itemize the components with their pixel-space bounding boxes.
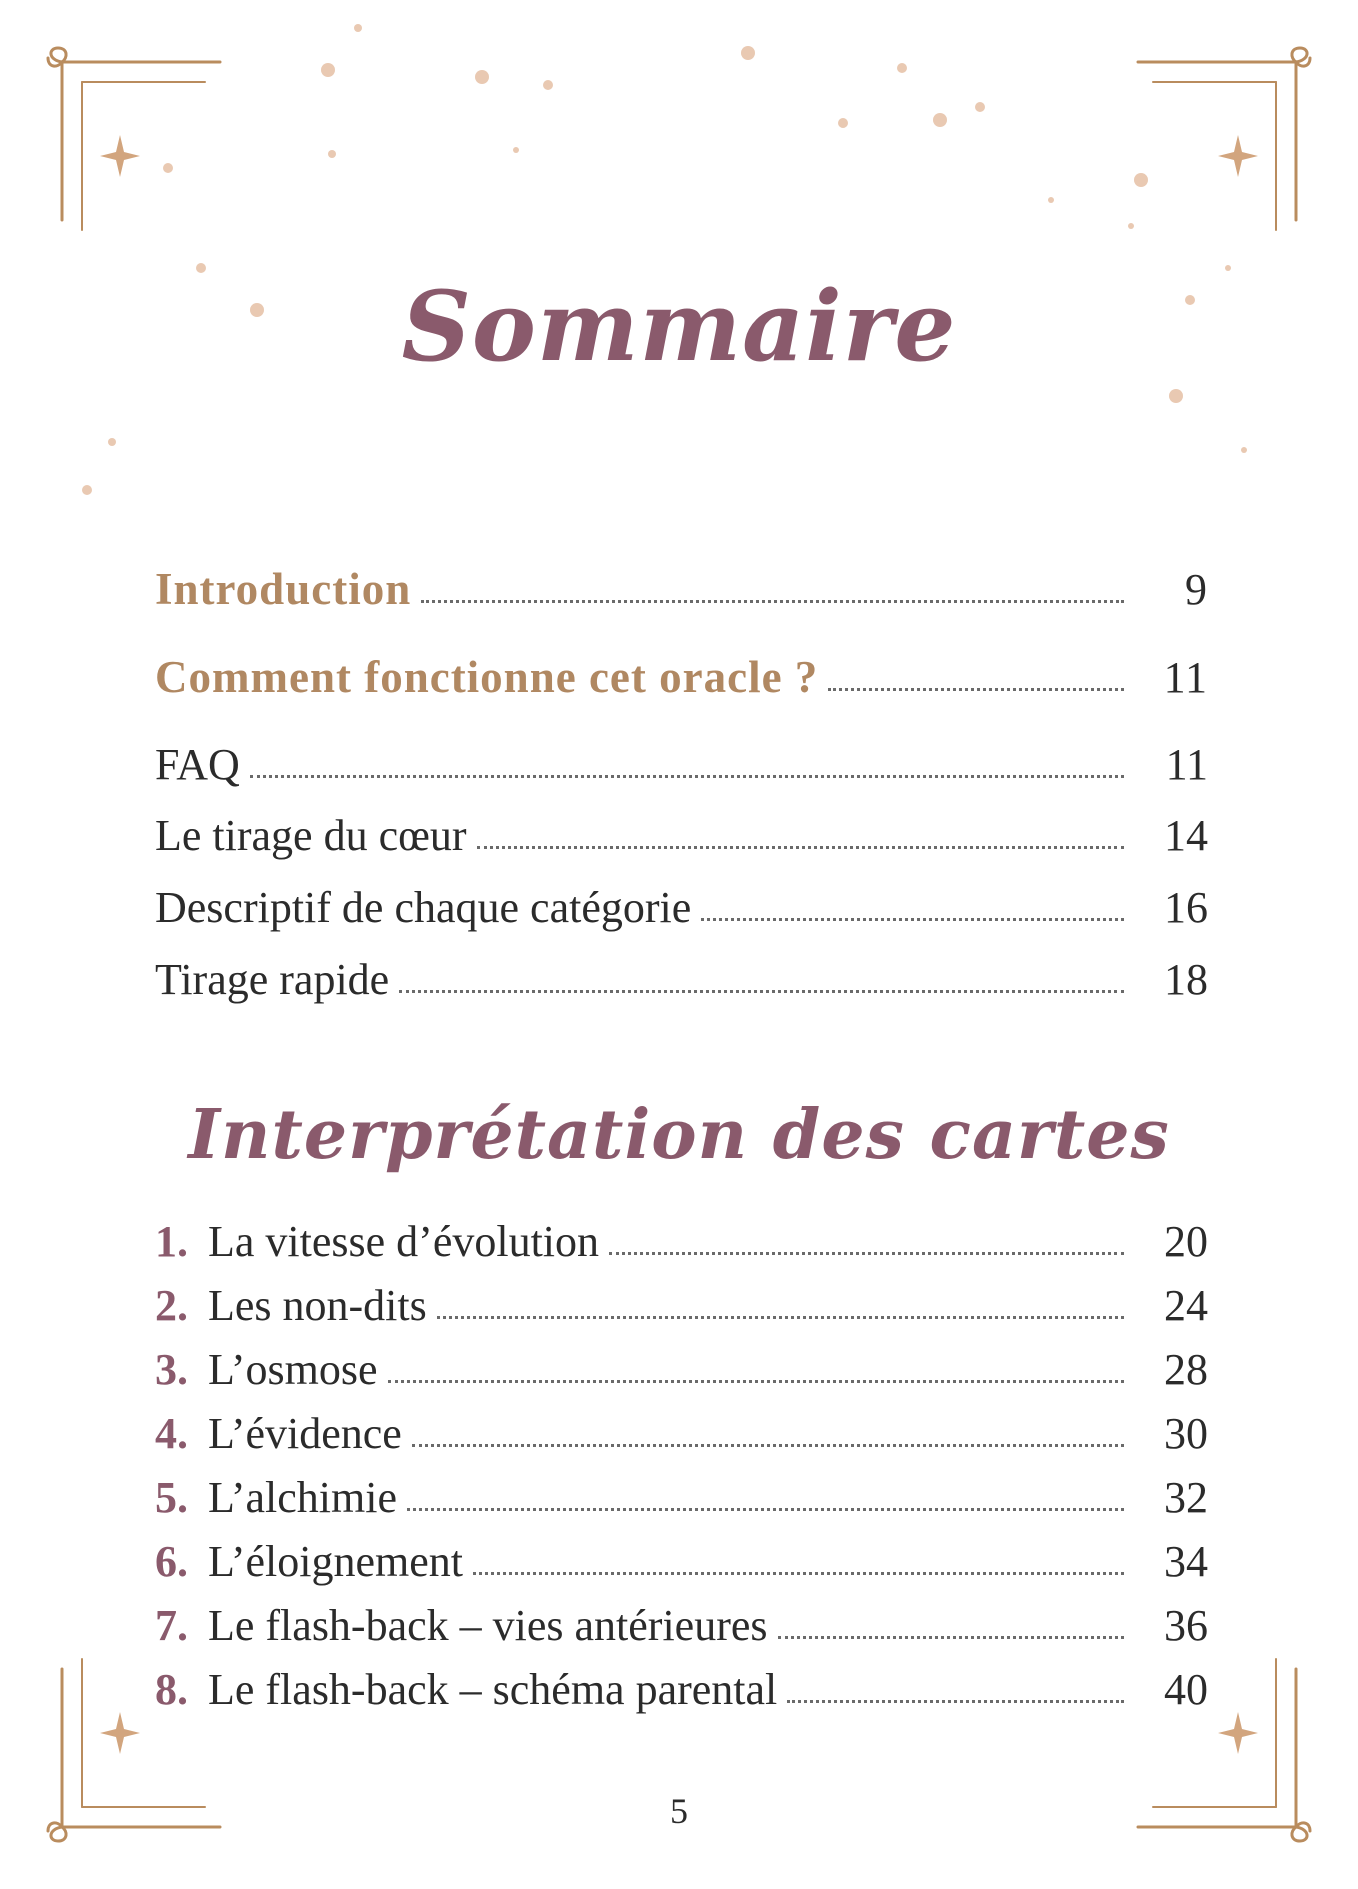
- dot-leader: [473, 1572, 1124, 1575]
- toc-entry-page: 9: [1185, 565, 1208, 614]
- toc-entry[interactable]: [155, 1399, 1208, 1459]
- toc-entry-label: Descriptif de chaque catégorie: [155, 883, 692, 932]
- card-number: 7.: [155, 1601, 188, 1650]
- toc-entry-label: Le tirage du cœur: [155, 811, 467, 860]
- dot-leader: [388, 1380, 1125, 1383]
- toc-entry-page: 16: [1164, 883, 1208, 932]
- toc-entry[interactable]: [155, 1335, 1208, 1395]
- toc-entry[interactable]: [155, 555, 1208, 615]
- toc-entry-label: Le flash-back – vies antérieures: [208, 1601, 768, 1650]
- toc-entry-label: Le flash-back – schéma parental: [208, 1665, 778, 1714]
- toc-entry-label: FAQ: [155, 740, 240, 789]
- toc-entry-label: Les non-dits: [208, 1281, 427, 1330]
- card-number: 3.: [155, 1345, 188, 1394]
- toc-entry-label: La vitesse d’évolution: [208, 1217, 600, 1266]
- card-number: 6.: [155, 1537, 188, 1586]
- toc-entry-page: 34: [1164, 1537, 1208, 1586]
- toc-entry[interactable]: [155, 643, 1208, 703]
- dot-leader: [477, 846, 1124, 849]
- toc-entry[interactable]: [155, 1271, 1208, 1331]
- dot-leader: [399, 990, 1124, 993]
- toc-entry[interactable]: [155, 873, 1208, 933]
- page-number: 5: [670, 1791, 688, 1831]
- dot-leader: [412, 1444, 1124, 1447]
- section-title: Interprétation des cartes: [188, 1095, 1170, 1175]
- toc-entry-page: 18: [1164, 955, 1208, 1004]
- toc-entry[interactable]: [155, 1207, 1208, 1267]
- toc-entry-page: 30: [1164, 1409, 1208, 1458]
- toc-entry-page: 40: [1164, 1665, 1208, 1714]
- toc-entry[interactable]: [155, 945, 1208, 1005]
- dot-leader: [407, 1508, 1124, 1511]
- dot-leader: [787, 1700, 1124, 1703]
- toc-entry-label: Introduction: [155, 564, 412, 614]
- dot-leader: [437, 1316, 1124, 1319]
- card-number: 5.: [155, 1473, 188, 1522]
- toc-entry-page: 11: [1163, 653, 1208, 702]
- dot-leader: [701, 918, 1124, 921]
- corner-ornament-top-left: [40, 40, 260, 260]
- corner-ornament-top-right: [1098, 40, 1318, 260]
- card-number: 8.: [155, 1665, 188, 1714]
- toc-entry-page: 28: [1164, 1345, 1208, 1394]
- toc-entry-label: L’alchimie: [208, 1473, 397, 1522]
- toc-entry-page: 32: [1164, 1473, 1208, 1522]
- card-number: 4.: [155, 1409, 188, 1458]
- toc-entry[interactable]: [155, 1655, 1208, 1715]
- toc-entry-label: L’évidence: [208, 1409, 402, 1458]
- toc-entry-label: Comment fonctionne cet oracle ?: [155, 652, 819, 702]
- toc-entry[interactable]: [155, 1463, 1208, 1523]
- dot-leader: [609, 1252, 1124, 1255]
- toc-entry-page: 24: [1164, 1281, 1208, 1330]
- toc-entry[interactable]: [155, 801, 1208, 861]
- toc-entry-page: 20: [1164, 1217, 1208, 1266]
- toc-entry-label: Tirage rapide: [155, 955, 390, 1004]
- toc-entry-page: 14: [1164, 811, 1208, 860]
- dot-leader: [828, 688, 1124, 691]
- toc-entry-page: 11: [1165, 740, 1208, 789]
- dot-leader: [421, 600, 1124, 603]
- toc-entry-label: L’osmose: [208, 1345, 378, 1394]
- dot-leader: [250, 775, 1124, 778]
- toc-entry-page: 36: [1164, 1601, 1208, 1650]
- toc-entry[interactable]: [155, 1591, 1208, 1651]
- page-title: Sommaire: [401, 270, 957, 383]
- card-number: 2.: [155, 1281, 188, 1330]
- toc-entry-label: L’éloignement: [208, 1537, 463, 1586]
- dot-leader: [778, 1636, 1124, 1639]
- toc-entry[interactable]: [155, 1527, 1208, 1587]
- toc-entry[interactable]: [155, 730, 1208, 790]
- card-number: 1.: [155, 1217, 188, 1266]
